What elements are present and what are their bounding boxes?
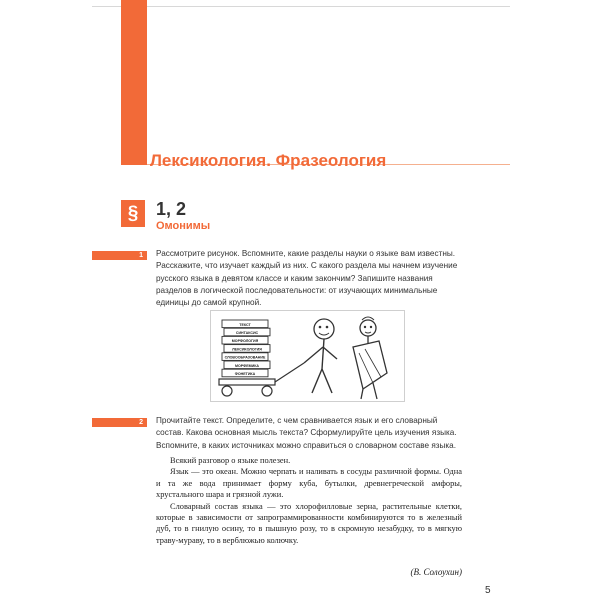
book-label: МОРФОЛОГИЯ [231,339,259,344]
book-label: ТЕКСТ [239,322,251,327]
top-rule [92,6,510,7]
task-1-text: Рассмотрите рисунок. Вспомните, какие разделы науки о языке вам известны. Расскажите, что изучает каждый из них. С какого раздела мы начнем изучение русского языка в девятом классе и каким закончим? Запишите названия разделов в логической последовательности: от изучающих минимальные единицы до самой крупной. [156,249,458,308]
task-2-text: Прочитайте текст. Определите, с чем сравнивается язык и его словарный состав. Какова основная мысль текста? Сформулируйте цель изучения языка. Вспомните, в каких источниках можно справиться о словарном составе языка. [156,416,457,450]
book-stack [222,320,270,377]
passage-author: (В. Солоухин) [410,567,462,577]
task-1-marker: 1 [92,251,147,260]
book-label: ЛЕКСИКОЛОГИЯ [232,347,262,352]
book-label: СЛОВООБРАЗОВАНИЕ [224,355,266,360]
paragraph-symbol-badge: § [121,200,145,227]
passage-paragraph: Словарный состав языка — это хлорофилловые зерна, растительные клетки, которые в зависимости от запрограммированности комбинируются то в железный дуб, то в гнилую осину, то в пышную розу, то в скромную незабудку, то в мягкую траву-мураву, то в верблюжью колючку. [156,501,462,545]
paragraph-title: Омонимы [156,220,211,232]
page-number: 5 [485,585,491,596]
task-2-marker: 2 [92,418,147,427]
sections-illustration [210,310,405,402]
book-label: МОРФЕМИКА [235,363,259,368]
cart-and-characters-drawing [211,311,404,401]
chapter-color-bar [121,0,147,165]
passage-paragraph: Язык — это океан. Можно черпать и наливать в сосуды различной формы. Одна и та же вода принимает форму куба, бутылки, древнегреческой амфоры, хрустального шара и грязной лужи. [156,467,462,500]
chapter-title: Лексикология. Фразеология [150,151,387,170]
book-label: ФОНЕТИКА [234,372,256,376]
book-label: СИНТАКСИС [235,331,259,335]
passage-paragraph: Всякий разговор о языке полезен. [170,456,291,465]
paragraph-number: 1, 2 [156,199,187,219]
quoted-passage [156,455,462,546]
